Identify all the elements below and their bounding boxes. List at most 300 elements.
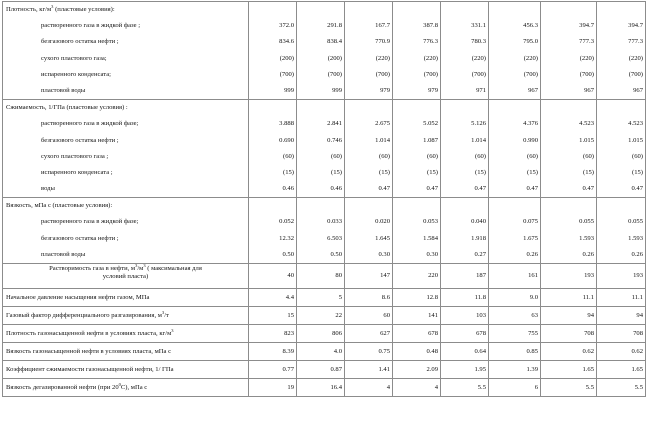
value-cell [393, 325, 441, 343]
cell-value: 4.4 [285, 294, 294, 301]
cell-value: 5.5 [634, 384, 643, 391]
cell-value: 103 [476, 312, 486, 319]
value-cell [393, 343, 441, 361]
cell-value: (200) [327, 54, 342, 62]
cell-value: 806 [332, 330, 342, 337]
value-cell [597, 361, 646, 379]
value-cell [393, 361, 441, 379]
cell-value: 193 [633, 272, 643, 279]
row-label-cell [3, 379, 249, 397]
sub-row-label: испаренного конденсата; [41, 70, 111, 78]
group-row [3, 2, 646, 100]
value-cell [441, 264, 489, 289]
spacer-line [393, 198, 440, 214]
value-cell [297, 264, 345, 289]
sub-row-label: пластовой воды [41, 250, 86, 258]
cell-value: 4.523 [628, 120, 643, 128]
sub-row-label: растворенного газа в жидкой фазе ; [41, 22, 141, 30]
value-cell [597, 264, 646, 289]
value-cell [297, 307, 345, 325]
cell-value: 4.376 [523, 120, 538, 128]
value-cell [393, 307, 441, 325]
label-part: Коэффициент сжимаемости газонасыщенной нефти, 1/ ГПа [6, 366, 174, 373]
cell-value: 94 [636, 312, 643, 319]
cell-value: 999 [332, 86, 342, 94]
cell-value: 0.075 [523, 218, 538, 226]
cell-value: 0.87 [330, 366, 342, 373]
label-part: /т [164, 312, 169, 319]
cell-value: (700) [628, 70, 643, 78]
cell-value: (220) [375, 54, 390, 62]
value-cell [541, 198, 597, 264]
table-row [3, 361, 646, 379]
cell-value: 11.1 [582, 294, 594, 301]
cell-value: 193 [584, 272, 594, 279]
cell-value: 372.0 [279, 22, 294, 30]
cell-value: 0.46 [282, 185, 294, 193]
group-title [3, 2, 248, 18]
spacer-line [249, 100, 296, 116]
sub-row-label: сухого пластового газа ; [41, 152, 109, 160]
cell-value: 1.675 [523, 234, 538, 242]
cell-value: 19 [287, 384, 294, 391]
cell-value: 94 [587, 312, 594, 319]
cell-value: 4 [386, 384, 390, 391]
cell-value: 979 [428, 86, 438, 94]
value-cell [597, 100, 646, 198]
value-cell [249, 325, 297, 343]
cell-value: 63 [531, 312, 538, 319]
cell-value: 187 [476, 272, 486, 279]
cell-value: 0.053 [423, 218, 438, 226]
cell-value: 0.47 [474, 185, 486, 193]
cell-value: 0.990 [523, 136, 538, 144]
cell-value: 777.3 [579, 38, 594, 46]
row-label-cell [3, 307, 249, 325]
group-title-text: Вязкость, мПа с (пластовые условия): [6, 202, 113, 210]
cell-value: 0.055 [579, 218, 594, 226]
value-cell [489, 343, 541, 361]
cell-value: (60) [379, 152, 390, 160]
spacer-line [297, 100, 344, 116]
cell-value: (15) [331, 168, 342, 176]
cell-value: 456.3 [523, 22, 538, 30]
value-cell [297, 379, 345, 397]
value-cell [345, 307, 393, 325]
cell-value: 0.47 [631, 185, 643, 193]
cell-value: 0.62 [582, 348, 594, 355]
cell-value: 0.50 [282, 250, 294, 258]
value-cell [393, 379, 441, 397]
spacer-line [597, 198, 645, 214]
value-cell [541, 289, 597, 307]
cell-value: (60) [583, 152, 594, 160]
value-cell [249, 343, 297, 361]
superscript: 0 [118, 382, 121, 387]
value-cell [597, 198, 646, 264]
cell-value: 1.918 [471, 234, 486, 242]
solubility-label-line2: условий пласта) [102, 273, 149, 281]
cell-value: (700) [279, 70, 294, 78]
spacer-line [393, 100, 440, 116]
cell-value: (60) [427, 152, 438, 160]
value-cell [345, 198, 393, 264]
value-cell [441, 379, 489, 397]
value-cell [597, 289, 646, 307]
cell-value: 5.5 [477, 384, 486, 391]
group-label-cell [3, 2, 249, 100]
row-label [3, 343, 248, 360]
value-cell [489, 361, 541, 379]
sub-row-label: безгазового остатка нефти ; [41, 234, 119, 242]
value-cell [249, 100, 297, 198]
solubility-label-line1 [3, 265, 248, 273]
cell-value: 12.8 [426, 294, 438, 301]
sub-row-label: воды [41, 185, 55, 193]
cell-value: 0.30 [378, 250, 390, 258]
cell-value: 1.645 [375, 234, 390, 242]
cell-value: 0.47 [582, 185, 594, 193]
cell-value: 394.7 [628, 22, 643, 30]
cell-value: 16.4 [330, 384, 342, 391]
cell-value: 1.584 [423, 234, 438, 242]
cell-value: 331.1 [471, 22, 486, 30]
cell-value: 0.47 [378, 185, 390, 193]
spacer-line [597, 100, 645, 116]
cell-value: (15) [583, 168, 594, 176]
row-label-cell [3, 289, 249, 307]
cell-value: 394.7 [579, 22, 594, 30]
cell-value: 0.47 [426, 185, 438, 193]
cell-value: 161 [528, 272, 538, 279]
group-title-text: Плотность, кг/м [6, 6, 52, 13]
cell-value: 971 [476, 86, 486, 94]
cell-value: 167.7 [375, 22, 390, 30]
cell-value: (220) [423, 54, 438, 62]
row-label [3, 307, 248, 324]
value-cell [441, 361, 489, 379]
value-cell [345, 343, 393, 361]
cell-value: 0.746 [327, 136, 342, 144]
superscript: 3 [161, 310, 165, 315]
value-cell [441, 289, 489, 307]
cell-value: 40 [287, 272, 294, 279]
cell-value: 1.087 [423, 136, 438, 144]
value-cell [441, 325, 489, 343]
cell-value: 5.5 [585, 384, 594, 391]
cell-value: 0.055 [628, 218, 643, 226]
value-cell [345, 2, 393, 100]
cell-value: 1.41 [378, 366, 390, 373]
table-row [3, 379, 646, 397]
spacer-line [345, 2, 392, 18]
table-row [3, 289, 646, 307]
label-part: /м [137, 265, 144, 272]
cell-value: (220) [628, 54, 643, 62]
cell-value: 795.0 [523, 38, 538, 46]
value-cell [249, 361, 297, 379]
cell-value: 11.8 [474, 294, 486, 301]
table-row [3, 307, 646, 325]
cell-value: 0.020 [375, 218, 390, 226]
label-part: Вязкость дегазированной нефти (при 20 [6, 384, 119, 391]
spacer-line [249, 198, 296, 214]
row-label-cell [3, 361, 249, 379]
cell-value: (15) [475, 168, 486, 176]
cell-value: 5.126 [471, 120, 486, 128]
cell-value: 0.62 [631, 348, 643, 355]
sub-row-label: безгазового остатка нефти ; [41, 38, 119, 46]
spacer-line [249, 2, 296, 18]
cell-value: 678 [428, 330, 438, 337]
value-cell [297, 343, 345, 361]
value-cell [597, 325, 646, 343]
value-cell [541, 379, 597, 397]
group-row [3, 100, 646, 198]
cell-value: 678 [476, 330, 486, 337]
value-cell [541, 264, 597, 289]
cell-value: 11.1 [631, 294, 643, 301]
cell-value: 1.014 [471, 136, 486, 144]
table-row [3, 343, 646, 361]
value-cell [489, 379, 541, 397]
value-cell [297, 325, 345, 343]
cell-value: 9.0 [529, 294, 538, 301]
value-cell [541, 100, 597, 198]
cell-value: 627 [380, 330, 390, 337]
value-cell [489, 289, 541, 307]
value-cell [345, 379, 393, 397]
cell-value: 823 [284, 330, 294, 337]
row-label [3, 379, 248, 396]
oil-properties-table [2, 1, 646, 397]
cell-value: (200) [279, 54, 294, 62]
cell-value: 967 [584, 86, 594, 94]
value-cell [441, 2, 489, 100]
cell-value: (220) [471, 54, 486, 62]
spacer-line [541, 2, 596, 18]
cell-value: 220 [428, 272, 438, 279]
label-part: С), мПа с [120, 384, 148, 391]
cell-value: 1.015 [579, 136, 594, 144]
value-cell [597, 343, 646, 361]
cell-value: 0.50 [330, 250, 342, 258]
cell-value: 0.77 [282, 366, 294, 373]
spacer-line [297, 198, 344, 214]
cell-value: 6.503 [327, 234, 342, 242]
value-cell [393, 264, 441, 289]
row-label [3, 289, 248, 306]
cell-value: 12.32 [279, 234, 294, 242]
cell-value: (60) [283, 152, 294, 160]
cell-value: 0.052 [279, 218, 294, 226]
value-cell [489, 325, 541, 343]
cell-value: 1.39 [526, 366, 538, 373]
group-label-cell [3, 100, 249, 198]
group-label-cell [3, 198, 249, 264]
spacer-line [489, 198, 540, 214]
value-cell [489, 100, 541, 198]
value-cell [345, 361, 393, 379]
row-label-cell [3, 325, 249, 343]
row-label [3, 361, 248, 378]
cell-value: (700) [423, 70, 438, 78]
cell-value: 1.95 [474, 366, 486, 373]
cell-value: 3.888 [279, 120, 294, 128]
cell-value: 4.523 [579, 120, 594, 128]
cell-value: (60) [527, 152, 538, 160]
spacer-line [441, 2, 488, 18]
spacer-line [441, 100, 488, 116]
value-cell [541, 2, 597, 100]
value-cell [541, 361, 597, 379]
cell-value: 0.040 [471, 218, 486, 226]
value-cell [297, 198, 345, 264]
sub-row-label: безгазового остатка нефти ; [41, 136, 119, 144]
label-part: Растворимость газа в нефти, м [49, 265, 136, 272]
cell-value: 6 [534, 384, 538, 391]
cell-value: 5 [338, 294, 342, 301]
value-cell [297, 100, 345, 198]
cell-value: 708 [633, 330, 643, 337]
superscript: 3 [143, 263, 146, 268]
value-cell [345, 264, 393, 289]
spacer-line [345, 100, 392, 116]
group-title [3, 198, 248, 214]
cell-value: 979 [380, 86, 390, 94]
cell-value: 0.47 [526, 185, 538, 193]
cell-value: (700) [375, 70, 390, 78]
cell-value: 0.30 [426, 250, 438, 258]
row-label-cell [3, 343, 249, 361]
cell-value: (700) [579, 70, 594, 78]
cell-value: 60 [383, 312, 390, 319]
superscript: 3 [171, 328, 174, 333]
cell-value: 0.75 [378, 348, 390, 355]
spacer-line [541, 100, 596, 116]
spacer-line [345, 198, 392, 214]
spacer-line [441, 198, 488, 214]
cell-value: 8.6 [381, 294, 390, 301]
label-part: Плотность газонасыщенной нефти в условиях пласта, кг/м [6, 330, 172, 337]
cell-value: (700) [471, 70, 486, 78]
cell-value: (15) [427, 168, 438, 176]
cell-value: 15 [287, 312, 294, 319]
value-cell [393, 2, 441, 100]
sub-row-label: растворенного газа в жидкой фазе; [41, 120, 139, 128]
cell-value: 755 [528, 330, 538, 337]
cell-value: 1.015 [628, 136, 643, 144]
cell-value: 1.014 [375, 136, 390, 144]
cell-value: 0.48 [426, 348, 438, 355]
cell-value: 5.052 [423, 120, 438, 128]
cell-value: 0.26 [582, 250, 594, 258]
sub-row-label: испаренного конденсата ; [41, 168, 113, 176]
value-cell [249, 379, 297, 397]
spacer-line [541, 198, 596, 214]
sub-row-label: пластовой воды [41, 86, 86, 94]
cell-value: 1.593 [628, 234, 643, 242]
cell-value: (60) [331, 152, 342, 160]
value-cell [249, 198, 297, 264]
group-title [3, 100, 248, 116]
cell-value: 2.09 [426, 366, 438, 373]
label-part: ( максимальная для [145, 265, 202, 272]
value-cell [489, 198, 541, 264]
superscript: 3 [135, 263, 138, 268]
value-cell [597, 2, 646, 100]
spacer-line [297, 2, 344, 18]
value-cell [393, 198, 441, 264]
value-cell [297, 361, 345, 379]
group-title-rest: (пластовые условия): [53, 6, 115, 13]
cell-value: 22 [335, 312, 342, 319]
value-cell [393, 289, 441, 307]
spacer-line [489, 2, 540, 18]
label-part: Газовый фактор дифференциального разгазирования, м [6, 312, 162, 319]
cell-value: (700) [523, 70, 538, 78]
cell-value: 967 [633, 86, 643, 94]
cell-value: 0.27 [474, 250, 486, 258]
value-cell [249, 2, 297, 100]
cell-value: 0.033 [327, 218, 342, 226]
cell-value: 999 [284, 86, 294, 94]
cell-value: 1.65 [582, 366, 594, 373]
cell-value: 838.4 [327, 38, 342, 46]
row-label [3, 325, 248, 342]
value-cell [441, 307, 489, 325]
cell-value: 0.64 [474, 348, 486, 355]
value-cell [489, 307, 541, 325]
cell-value: (60) [632, 152, 643, 160]
cell-value: 0.690 [279, 136, 294, 144]
cell-value: 387.8 [423, 22, 438, 30]
cell-value: 834.6 [279, 38, 294, 46]
cell-value: (15) [379, 168, 390, 176]
value-cell [249, 264, 297, 289]
value-cell [297, 2, 345, 100]
value-cell [489, 2, 541, 100]
cell-value: (15) [632, 168, 643, 176]
value-cell [345, 100, 393, 198]
solubility-label-cell [3, 264, 249, 289]
cell-value: 141 [428, 312, 438, 319]
value-cell [345, 325, 393, 343]
cell-value: 777.3 [628, 38, 643, 46]
cell-value: 0.46 [330, 185, 342, 193]
cell-value: 967 [528, 86, 538, 94]
cell-value: (15) [527, 168, 538, 176]
group-row [3, 198, 646, 264]
spacer-line [489, 100, 540, 116]
value-cell [541, 307, 597, 325]
spacer-line [393, 2, 440, 18]
value-cell [541, 343, 597, 361]
solubility-row [3, 264, 646, 289]
cell-value: (60) [475, 152, 486, 160]
cell-value: (220) [523, 54, 538, 62]
value-cell [441, 100, 489, 198]
cell-value: 770.9 [375, 38, 390, 46]
cell-value: 776.3 [423, 38, 438, 46]
value-cell [297, 289, 345, 307]
cell-value: 2.841 [327, 120, 342, 128]
value-cell [441, 198, 489, 264]
cell-value: 0.85 [526, 348, 538, 355]
value-cell [441, 343, 489, 361]
sub-row-label: растворенного газа в жидкой фазе; [41, 218, 139, 226]
group-title-text: Сжимаемость, 1/ГПа (пластовые условия) : [6, 104, 128, 112]
